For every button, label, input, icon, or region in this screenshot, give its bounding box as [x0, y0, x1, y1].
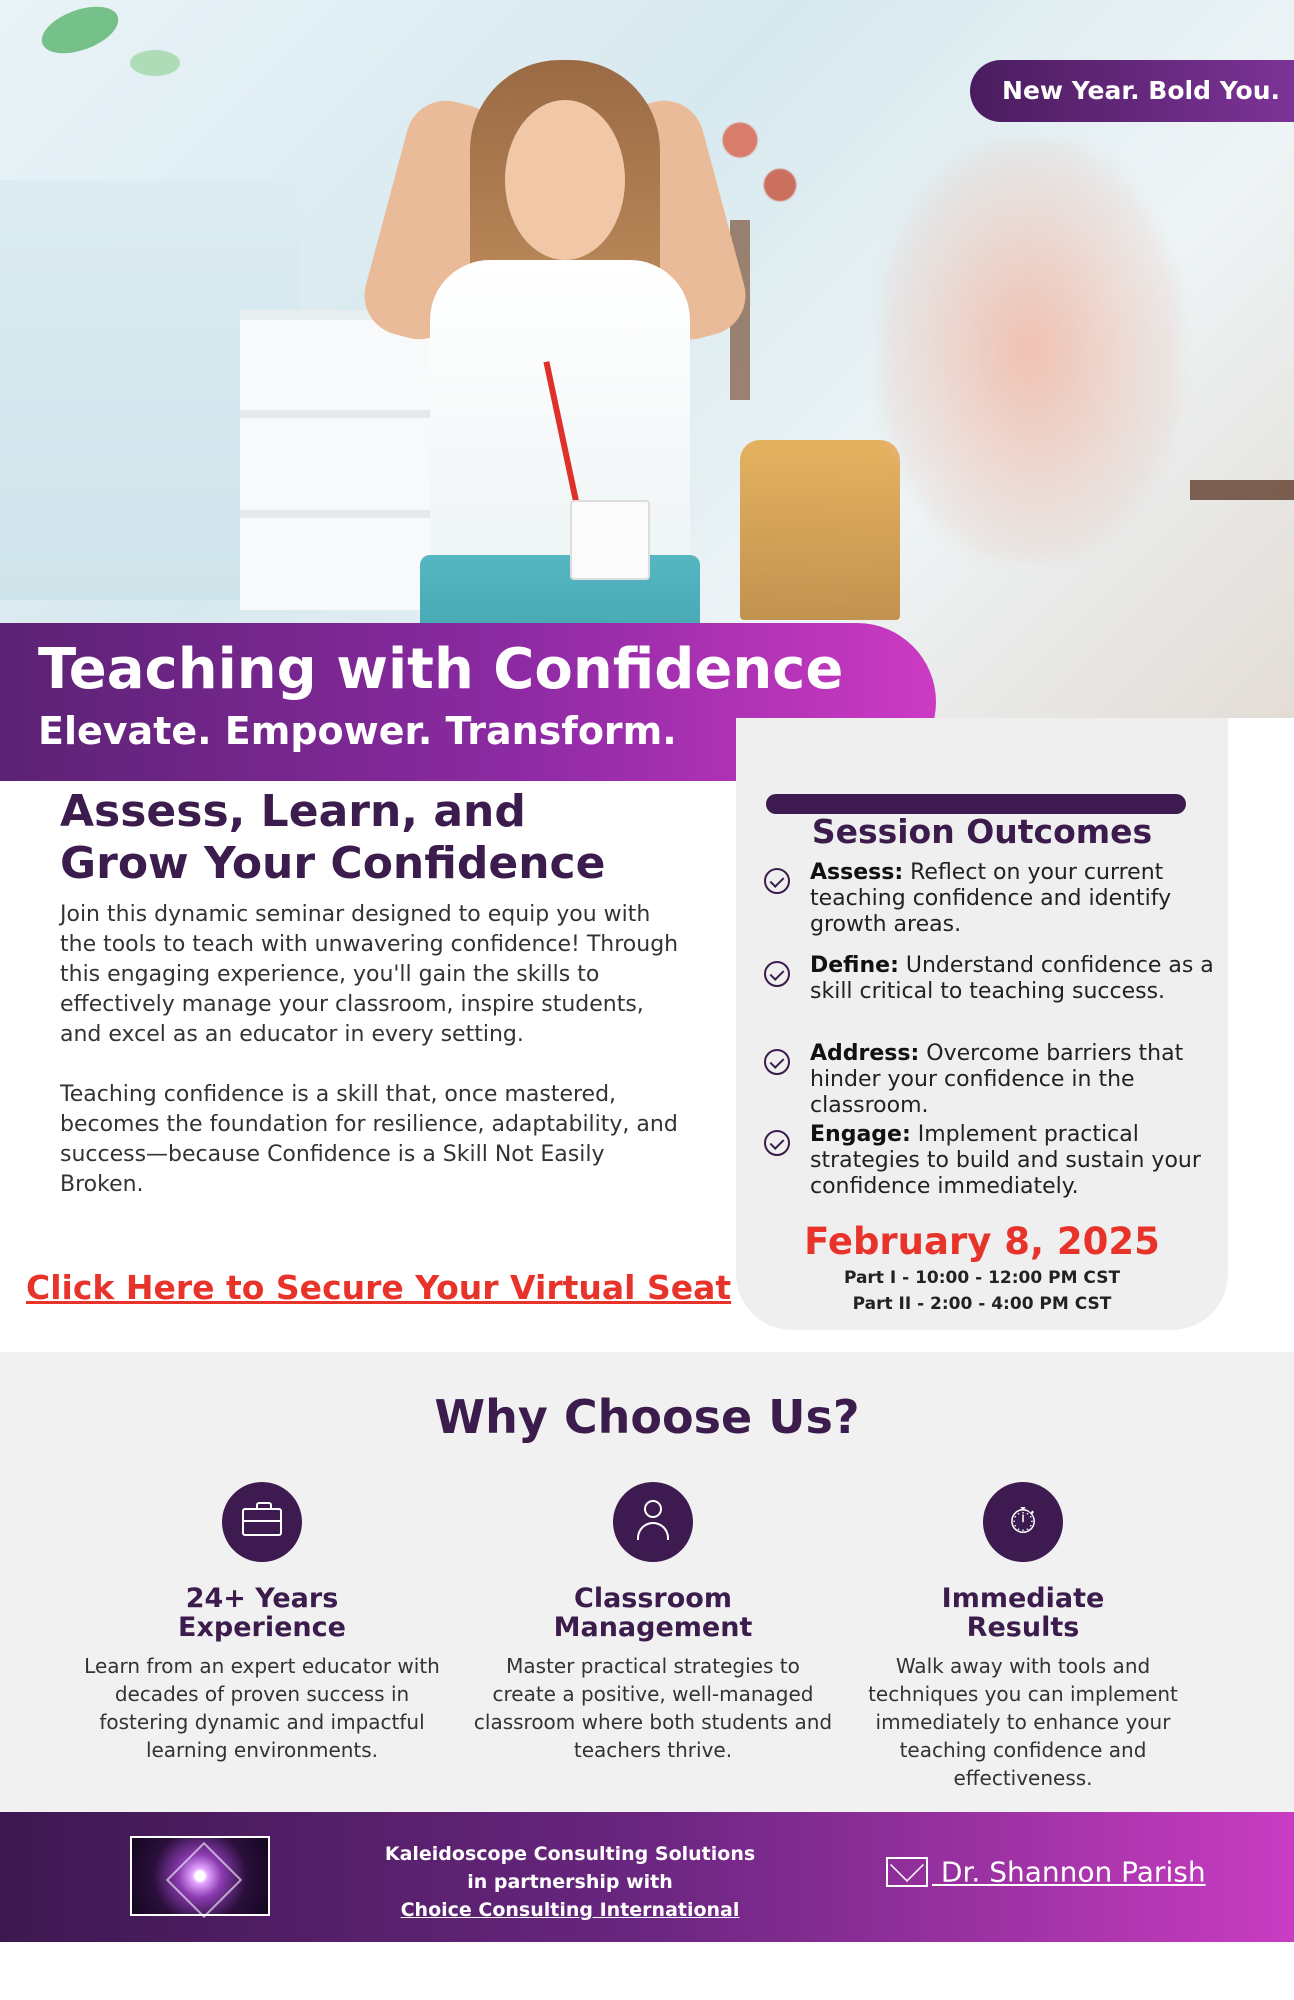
check-circle-icon	[764, 961, 790, 987]
envelope-icon	[886, 1857, 928, 1887]
kaleidoscope-logo	[130, 1836, 270, 1916]
outcome-text: Overcome barriers that hinder your confidence in the classroom.	[810, 1041, 1184, 1118]
intro-paragraph: Join this dynamic seminar designed to equip you with the tools to teach with unwavering confidence! Through this engaging experience, you'll gain the skills to effectively manage your classroom, inspire students, and excel as an educator in every setting.	[60, 902, 679, 1047]
footer	[0, 1812, 1294, 1942]
intro-heading-line: Grow Your Confidence	[60, 838, 606, 889]
outcome-text: Implement practical strategies to build and sustain your confidence immediately.	[810, 1122, 1201, 1199]
feature-text: Master practical strategies to create a positive, well-managed classroom where both students and teachers thrive.	[473, 1654, 833, 1762]
partner-link[interactable]: Choice Consulting International	[400, 1899, 740, 1921]
blurred-child	[880, 140, 1180, 560]
event-date: February 8, 2025	[804, 1220, 1160, 1263]
session-time-part1: Part I - 10:00 - 12:00 PM CST	[843, 1268, 1121, 1288]
feature-immediate-results	[843, 1482, 1203, 1792]
why-choose-us-section	[0, 1352, 1294, 1812]
feature-icon-circle	[222, 1482, 302, 1562]
outcome-text: Reflect on your current teaching confidence and identify growth areas.	[810, 860, 1172, 937]
leaf-decoration	[130, 50, 180, 76]
leaf-decoration	[36, 0, 125, 62]
secure-seat-link[interactable]: Click Here to Secure Your Virtual Seat	[26, 1268, 732, 1307]
outcomes-title: Session Outcomes	[811, 812, 1153, 851]
intro-body	[60, 900, 680, 1230]
feature-title	[843, 1584, 1203, 1642]
feature-title	[473, 1584, 833, 1642]
intro-heading	[60, 786, 680, 890]
outcome-item	[764, 860, 1214, 938]
feature-title-line: Classroom	[574, 1583, 732, 1614]
tagline-pill: New Year. Bold You.	[970, 60, 1294, 122]
feature-experience	[82, 1482, 442, 1764]
session-outcomes-panel	[736, 718, 1228, 1330]
outcome-item	[764, 1122, 1214, 1200]
teacher-face	[505, 100, 625, 260]
feature-text: Learn from an expert educator with decades of proven success in fostering dynamic and impactful learning environments.	[84, 1654, 440, 1762]
intro-paragraph: Teaching confidence is a skill that, once mastered, becomes the foundation for resilience, adaptability, and success—because Confidence is a Skill Not Easily Broken.	[60, 1082, 678, 1197]
check-circle-icon	[764, 868, 790, 894]
why-title: Why Choose Us?	[434, 1390, 860, 1444]
feature-title	[82, 1584, 442, 1642]
check-circle-icon	[764, 1049, 790, 1075]
outcome-label: Address:	[810, 1041, 920, 1066]
intro-heading-line: Assess, Learn, and	[60, 786, 526, 837]
feature-icon-circle	[613, 1482, 693, 1562]
id-badge	[570, 500, 650, 580]
feature-classroom-management	[473, 1482, 833, 1764]
feature-title-line: Management	[553, 1612, 753, 1643]
outcome-item	[764, 953, 1214, 1005]
feature-title-line: Immediate	[941, 1583, 1105, 1614]
feature-title-line: Results	[966, 1612, 1080, 1643]
check-circle-icon	[764, 1130, 790, 1156]
page-title: Teaching with Confidence	[38, 637, 844, 702]
session-time-part2: Part II - 2:00 - 4:00 PM CST	[852, 1294, 1112, 1314]
panel-accent-bar	[766, 794, 1186, 814]
contact-link[interactable]	[886, 1854, 1206, 1889]
running-clock-icon: ⏱	[1008, 1501, 1038, 1542]
feature-title-line: Experience	[178, 1612, 346, 1643]
feature-icon-circle	[983, 1482, 1063, 1562]
footer-partners	[340, 1840, 800, 1924]
briefcase-icon	[242, 1508, 282, 1536]
partnership-text: in partnership with	[467, 1871, 673, 1893]
company-name: Kaleidoscope Consulting Solutions	[384, 1843, 756, 1865]
classroom-desk	[1190, 480, 1294, 500]
page-subtitle: Elevate. Empower. Transform.	[38, 709, 677, 753]
outcome-label: Define:	[810, 953, 899, 978]
classroom-chair	[740, 440, 900, 620]
outcome-label: Engage:	[810, 1122, 911, 1147]
outcome-item	[764, 1041, 1214, 1119]
outcome-label: Assess:	[810, 860, 904, 885]
contact-name[interactable]: Dr. Shannon Parish	[932, 1855, 1206, 1889]
outcome-text: Understand confidence as a skill critical to teaching success.	[810, 953, 1214, 1004]
feature-title-line: 24+ Years	[185, 1583, 339, 1614]
feature-text: Walk away with tools and techniques you can implement immediately to enhance your teaching confidence and effectiveness.	[868, 1654, 1178, 1790]
